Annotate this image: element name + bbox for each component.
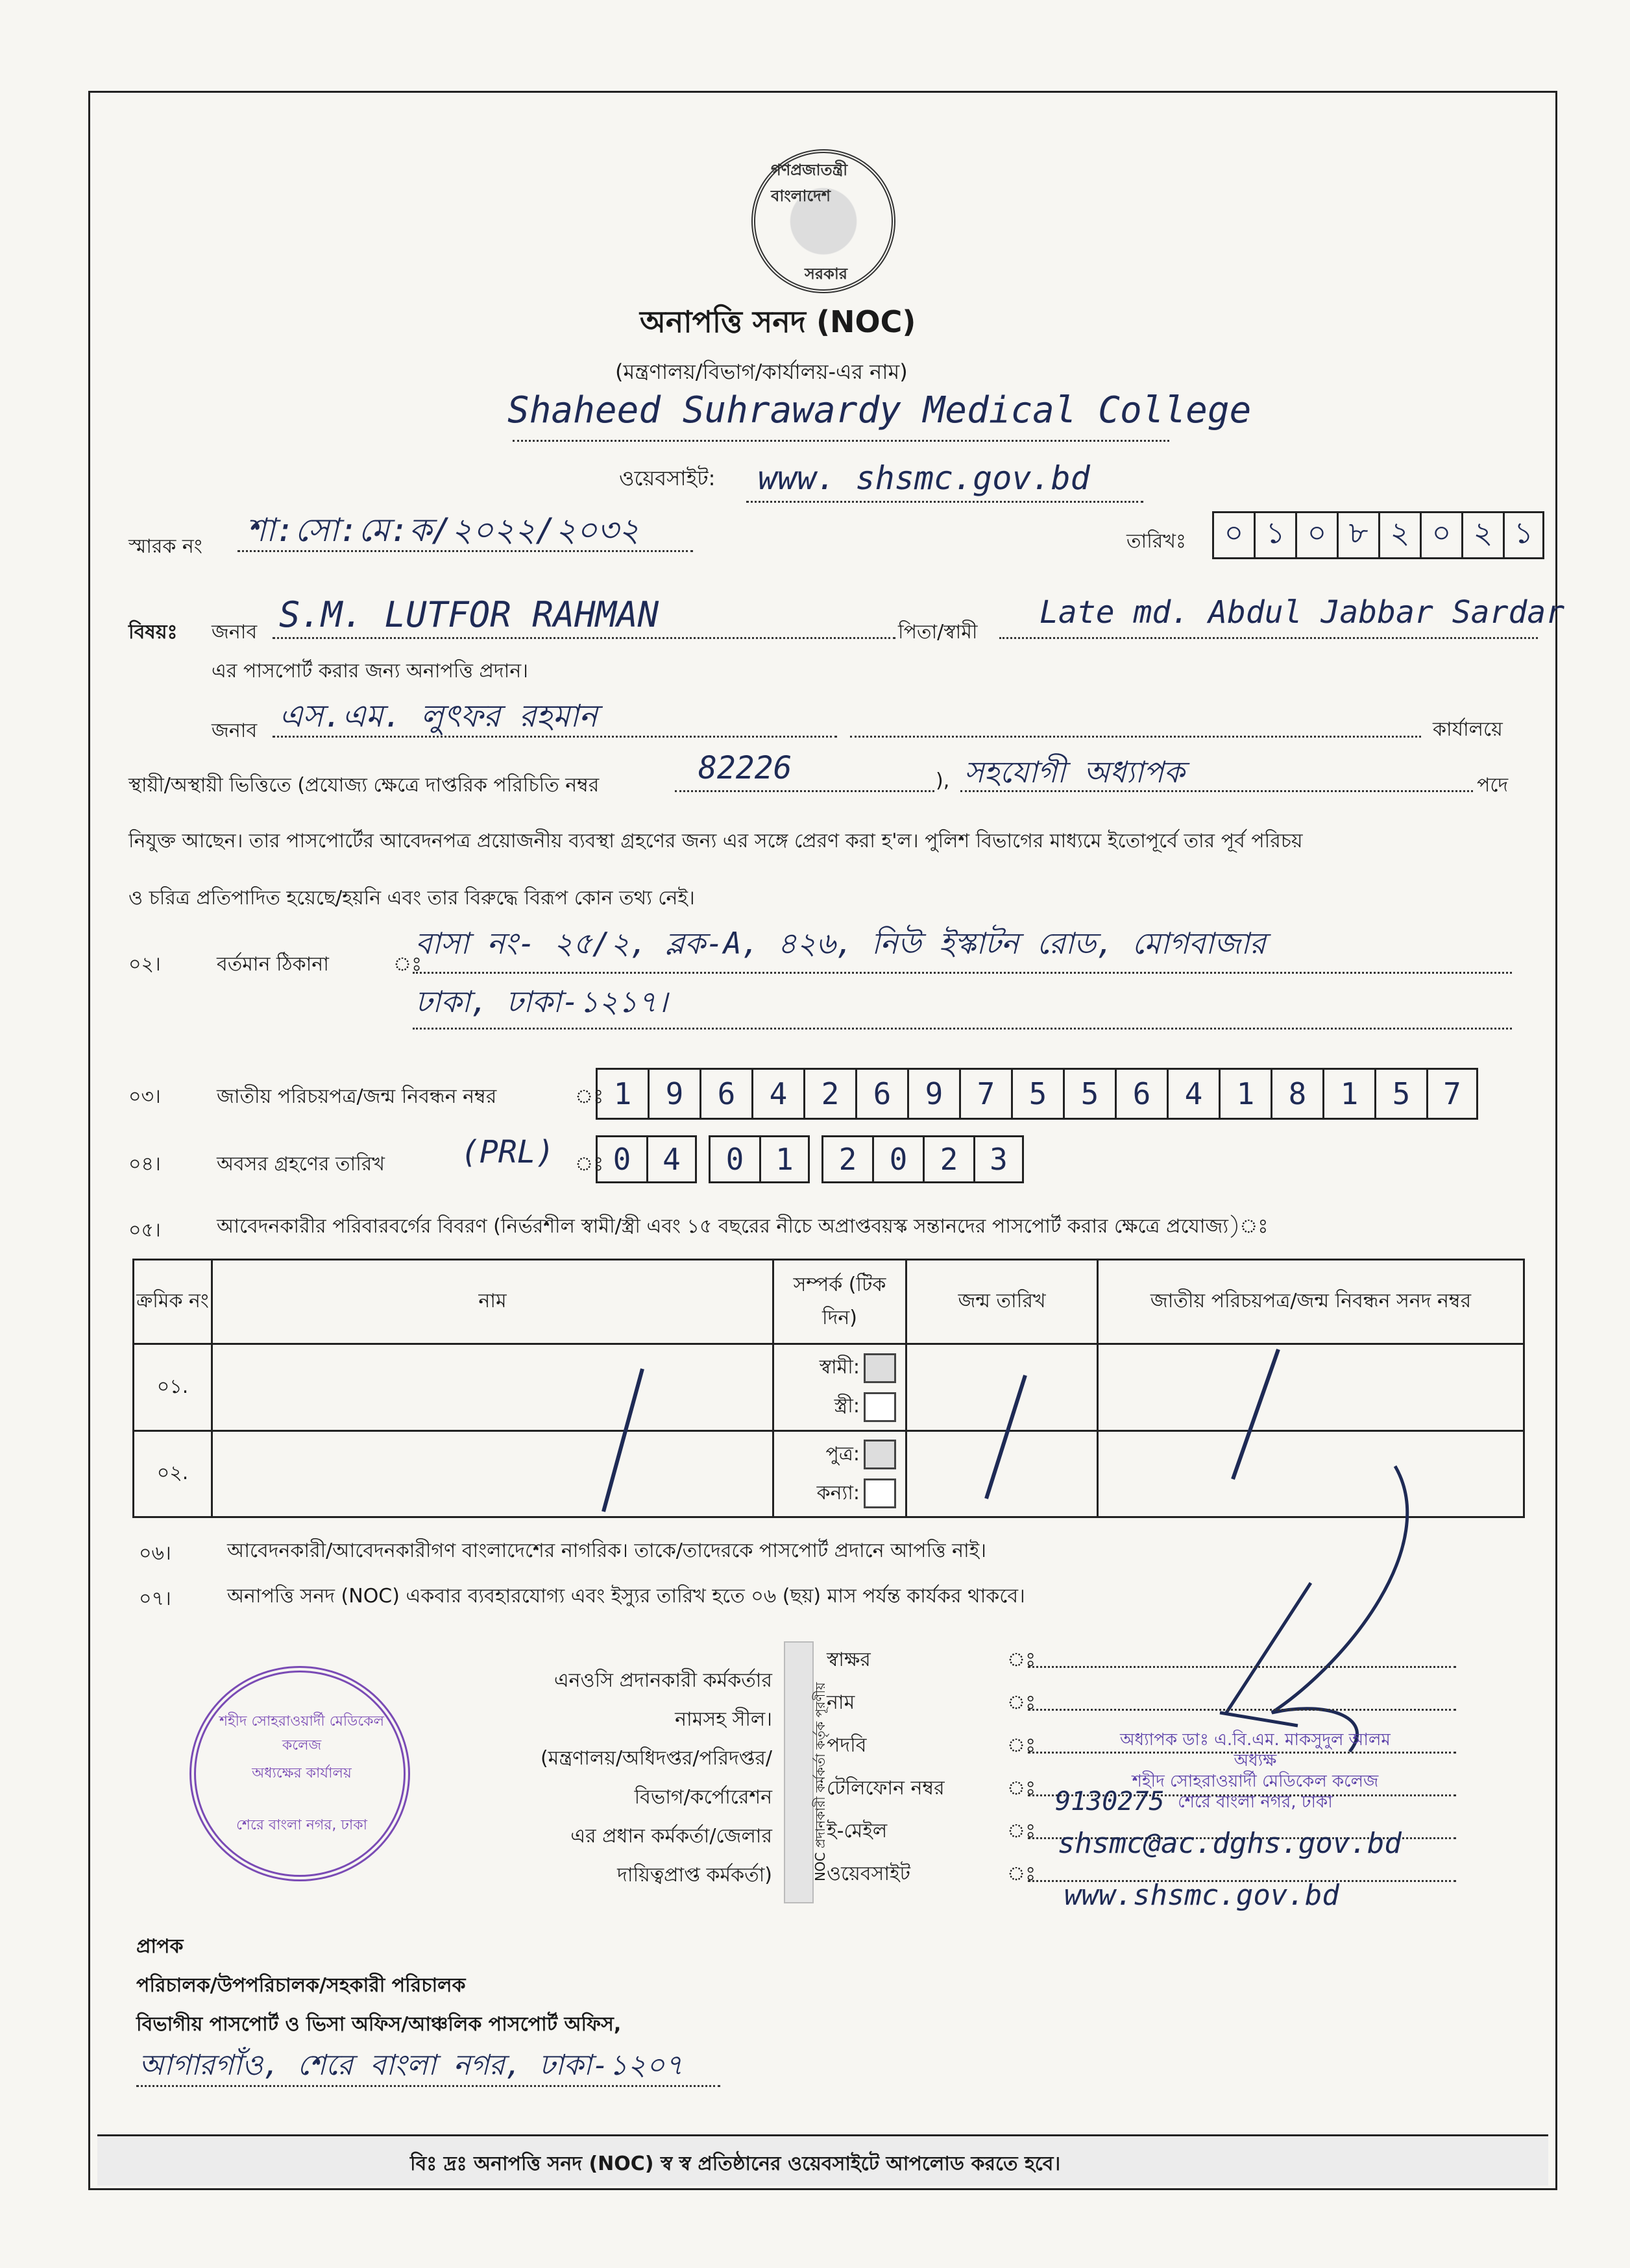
applicant-name: S.M. LUTFOR RAHMAN <box>279 594 659 635</box>
designation-value: সহযোগী অধ্যাপক <box>964 754 1185 790</box>
father-label: পিতা/স্বামী <box>898 621 978 644</box>
office-suffix: কার্যালয়ে <box>1433 718 1503 741</box>
digit-box: 7 <box>1426 1068 1478 1120</box>
officer-desc-line: দায়িত্বপ্রাপ্ত কর্মকর্তা) <box>617 1864 772 1887</box>
officer-field-colon: ঃ <box>1007 1691 1036 1714</box>
recipient-line3: আগারগাঁও, শেরে বাংলা নগর, ঢাকা-১২০৭ <box>139 2049 683 2082</box>
col-serial: ক্রমিক নং <box>134 1260 212 1344</box>
row-serial: ০২. <box>134 1430 212 1517</box>
note-06: আবেদনকারী/আবেদনকারীগণ বাংলাদেশের নাগরিক। তাকে/তাদেরকে পাসপোর্ট প্রদানে আপত্তি নাই। <box>227 1539 987 1562</box>
note-07: অনাপত্তি সনদ (NOC) একবার ব্যবহারযোগ্য এবং ইস্যুর তারিখ হতে ০৬ (ছয়) মাস পর্যন্ত কার্যকর থাকবে। <box>227 1585 1025 1608</box>
emblem-text-top: গণপ্রজাতন্ত্রী বাংলাদেশ <box>771 161 848 205</box>
recipient-label: প্রাপক <box>136 1935 184 1958</box>
line2-prefix: স্থায়ী/অস্থায়ী ভিত্তিতে (প্রযোজ্য ক্ষেত্রে দাপ্তরিক পরিচিতি নম্বর <box>128 774 600 797</box>
digit-box: 2 <box>821 1135 872 1183</box>
digit-box: ১ <box>1254 511 1295 559</box>
digit-box: 8 <box>1271 1068 1322 1120</box>
officer-field-colon: ঃ <box>1007 1734 1036 1757</box>
officer-desc-line: বিভাগ/কর্পোরেশন <box>634 1786 772 1809</box>
website-value: www. shsmc.gov.bd <box>758 459 1090 497</box>
emblem-text-bottom: সরকার <box>805 265 848 283</box>
officer-phone: 9130275 <box>1055 1787 1165 1816</box>
page-title: অনাপত্তি সনদ (NOC) <box>640 304 916 339</box>
officer-field-label: পদবি <box>827 1734 867 1757</box>
officer-field-label: টেলিফোন নম্বর <box>827 1777 945 1800</box>
college-round-stamp: শহীদ সোহরাওয়ার্দী মেডিকেল কলেজ অধ্যক্ষের কার্যালয় শেরে বাংলা নগর, ঢাকা <box>189 1666 410 1881</box>
digit-box: 1 <box>596 1068 648 1120</box>
officer-side-label: NOC প্রদানকারী কর্মকর্তা কর্তৃক পূরণীয় <box>812 1682 828 1881</box>
officer-field-colon: ঃ <box>1007 1648 1036 1671</box>
digit-box: 6 <box>855 1068 907 1120</box>
digit-box: 6 <box>699 1068 751 1120</box>
digit-box: 1 <box>759 1135 810 1183</box>
officer-desc-line: নামসহ সীল। <box>675 1708 772 1731</box>
subject-line2: এর পাসপোর্ট করার জন্য অনাপত্তি প্রদান। <box>212 660 528 682</box>
item-03-number: ০৩। <box>128 1085 161 1108</box>
officer-field-colon: ঃ <box>1007 1863 1036 1885</box>
address-label: বর্তমান ঠিকানা <box>217 953 329 976</box>
officer-email: shsmc@ac.dghs.gov.bd <box>1058 1827 1402 1860</box>
item-05-number: ০৫। <box>128 1219 161 1242</box>
digit-box: ১ <box>1503 511 1544 559</box>
line4: ও চরিত্র প্রতিপাদিত হয়েছে/হয়নি এবং তার বিরুদ্ধে বিরূপ কোন তথ্য নেই। <box>128 887 695 910</box>
digit-box: 9 <box>907 1068 959 1120</box>
digit-box: 2 <box>803 1068 855 1120</box>
janab-value: এস.এম. লুৎফর রহমান <box>279 698 598 734</box>
col-dob: জন্ম তারিখ <box>906 1260 1098 1344</box>
digit-box: ০ <box>1420 511 1461 559</box>
col-relation: সম্পর্ক (টিক দিন) <box>773 1260 906 1344</box>
father-value: Late md. Abdul Jabbar Sardar <box>1040 594 1565 631</box>
item-04-number: ০৪। <box>128 1153 161 1176</box>
line3: নিযুক্ত আছেন। তার পাসপোর্টের আবেদনপত্র প্রয়োজনীয় ব্যবস্থা গ্রহণের জন্য এর সঙ্গে প্রেরণ করা হ'ল। পুলিশ বিভাগের মাধ্যমে ইতোপূর্বে তার পূর্ব পরিচয় <box>128 830 1303 852</box>
family-label: আবেদনকারীর পরিবারবর্গের বিবরণ (নির্ভরশীল স্বামী/স্ত্রী এবং ১৫ বছরের নীচে অপ্রাপ্তবয়স্ক সন্তানদের পাসপোর্ট করার ক্ষেত্রে প্রযোজ্য)ঃ <box>217 1215 1269 1238</box>
post-suffix: পদে <box>1477 774 1509 797</box>
footer-note-box <box>97 2134 1548 2186</box>
address-line2: ঢাকা, ঢাকা-১২১৭। <box>415 984 668 1019</box>
digit-box: 9 <box>648 1068 699 1120</box>
retire-label: অবসর গ্রহণের তারিখ <box>217 1153 385 1176</box>
officer-field-label: স্বাক্ষর <box>827 1648 871 1671</box>
digit-box: 5 <box>1374 1068 1426 1120</box>
footer-note: বিঃ দ্রঃ অনাপত্তি সনদ (NOC) স্ব স্ব প্রতিষ্ঠানের ওয়েবসাইটে আপলোড করতে হবে। <box>410 2153 1061 2175</box>
digit-box: 7 <box>959 1068 1011 1120</box>
id-value: 82226 <box>698 750 792 786</box>
subject-prefix: জনাব <box>212 621 258 644</box>
col-name: নাম <box>212 1260 773 1344</box>
date-label: তারিখঃ <box>1126 530 1186 553</box>
janab-label: জনাব <box>212 719 258 742</box>
digit-box: 2 <box>923 1135 973 1183</box>
rel-daughter-label: কন্যা: <box>816 1481 860 1504</box>
nid-label: জাতীয় পরিচয়পত্র/জন্ম নিবন্ধন নম্বর <box>217 1085 497 1108</box>
digit-box: 6 <box>1115 1068 1167 1120</box>
digit-box: 4 <box>751 1068 803 1120</box>
recipient-line2: বিভাগীয় পাসপোর্ট ও ভিসা অফিস/আঞ্চলিক পাসপোর্ট অফিস, <box>136 2013 622 2036</box>
col-nid: জাতীয় পরিচয়পত্র/জন্ম নিবন্ধন সনদ নম্বর <box>1098 1260 1524 1344</box>
officer-field-label: ওয়েবসাইট <box>827 1863 910 1885</box>
item-07-number: ০৭। <box>139 1587 171 1610</box>
rel-husband-label: স্বামী: <box>819 1356 860 1379</box>
digit-box: ২ <box>1461 511 1503 559</box>
rel-wife-label: স্ত্রী: <box>834 1395 860 1418</box>
officer-desc-line: এনওসি প্রদানকারী কর্মকর্তার <box>553 1669 772 1692</box>
page-subtitle: (মন্ত্রণালয়/বিভাগ/কার্যালয়-এর নাম) <box>615 359 908 384</box>
digit-box: 4 <box>1167 1068 1219 1120</box>
rel-son-label: পুত্র: <box>825 1442 860 1466</box>
officer-desc-line: (মন্ত্রণালয়/অধিদপ্তর/পরিদপ্তর/ <box>540 1747 772 1770</box>
address-line1: বাসা নং- ২৫/২, ব্লক-A, ৪২৬, নিউ ইস্কাটন রোড, মোগবাজার <box>415 926 1266 961</box>
row-serial: ০১. <box>134 1344 212 1431</box>
digit-box: 1 <box>1219 1068 1271 1120</box>
memo-label: স্মারক নং <box>128 535 202 558</box>
officer-website: www.shsmc.gov.bd <box>1064 1879 1339 1912</box>
officer-desc-line: এর প্রধান কর্মকর্তা/জেলার <box>570 1825 772 1848</box>
digit-box: 0 <box>709 1135 759 1183</box>
officer-field-label: ই-মেইল <box>827 1820 888 1842</box>
retire-note: (PRL) <box>461 1134 555 1170</box>
recipient-line1: পরিচালক/উপপরিচালক/সহকারী পরিচালক <box>136 1974 466 1997</box>
office-name: Shaheed Suhrawardy Medical College <box>507 389 1252 431</box>
digit-box: ২ <box>1378 511 1420 559</box>
website-label: ওয়েবসাইট: <box>619 466 716 490</box>
digit-box: ০ <box>1212 511 1254 559</box>
officer-field-colon: ঃ <box>1007 1777 1036 1800</box>
digit-box: 1 <box>1322 1068 1374 1120</box>
digit-box: ০ <box>1295 511 1337 559</box>
memo-value: শা:সো:মে:ক/২০২২/২০৩২ <box>247 511 640 549</box>
officer-field-colon: ঃ <box>1007 1820 1036 1842</box>
digit-box: 0 <box>596 1135 646 1183</box>
officer-field-label: নাম <box>827 1691 855 1714</box>
digit-box: 4 <box>646 1135 697 1183</box>
digit-box: 5 <box>1063 1068 1115 1120</box>
digit-box: 3 <box>973 1135 1024 1183</box>
item-06-number: ০৬। <box>139 1542 171 1565</box>
subject-label: বিষয়ঃ <box>128 621 178 644</box>
officer-signature-stamp: অধ্যাপক ডাঃ এ.বি.এম. মাকসুদুল আলম অধ্যক্ষ শহীদ সোহরাওয়ার্দী মেডিকেল কলেজ শেরে বাংলা নগর, ঢাকা <box>1120 1730 1391 1812</box>
digit-box: 5 <box>1011 1068 1063 1120</box>
item-02-number: ০২। <box>128 953 161 976</box>
digit-box: ৮ <box>1337 511 1378 559</box>
digit-box: 0 <box>872 1135 923 1183</box>
